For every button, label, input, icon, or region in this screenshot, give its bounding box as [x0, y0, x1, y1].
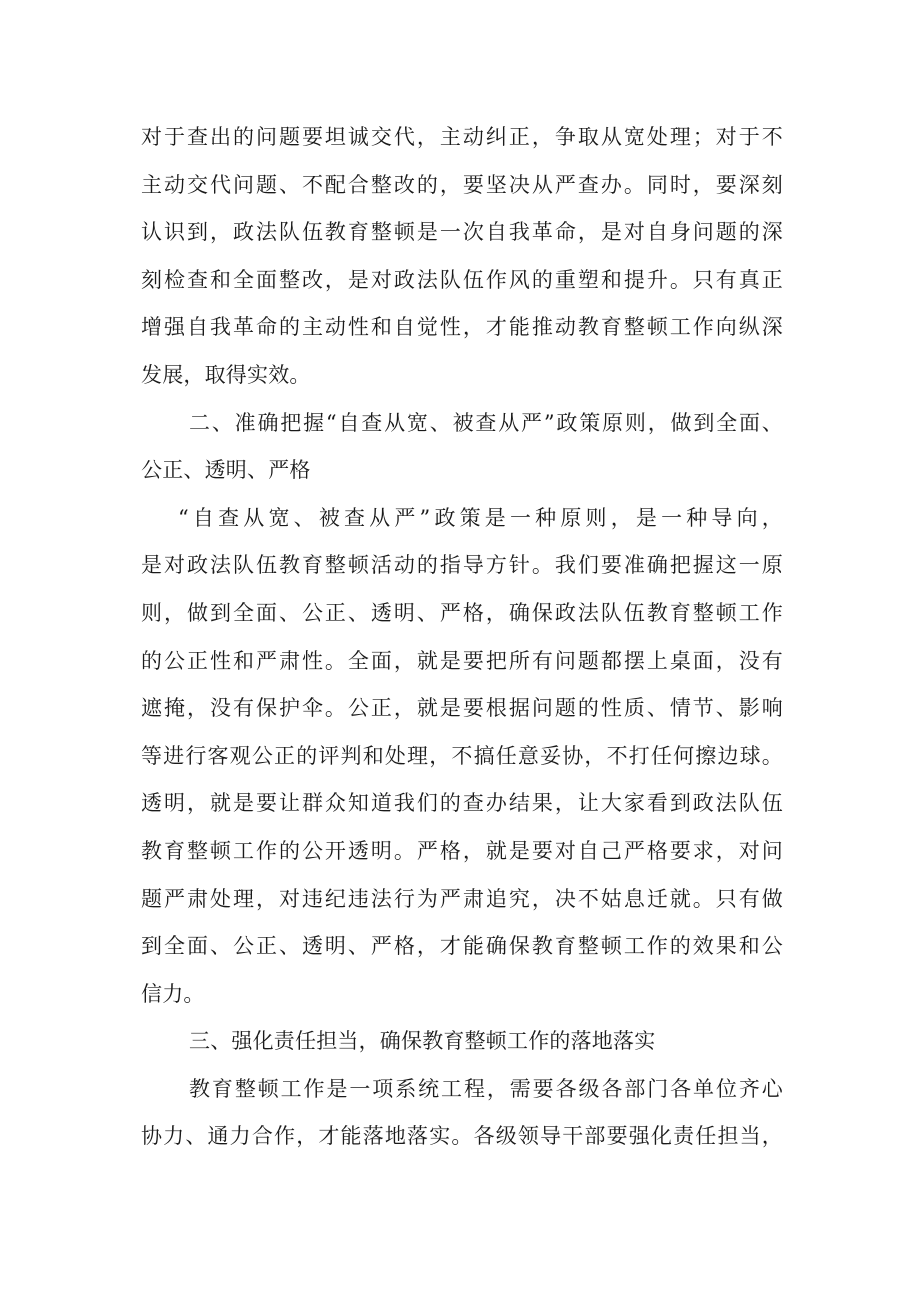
text-line: 对于查出的问题要坦诚交代，主动纠正，争取从宽处理；对于不	[141, 125, 783, 149]
text-line: 发展，取得实效。	[141, 362, 311, 387]
text-line: 透明，就是要让群众知道我们的查办结果，让大家看到政法队伍	[141, 791, 783, 816]
text-line: 刻检查和全面整改，是对政法队伍作风的重塑和提升。只有真正	[141, 267, 783, 292]
heading-line: 公正、透明、严格	[141, 458, 311, 483]
text-line: 教育整顿工作是一项系统工程，需要各级各部门各单位齐心	[189, 1076, 783, 1101]
paragraph-responsibility	[141, 1066, 783, 1161]
text-line: 教育整顿工作的公开透明。严格，就是要对自己严格要求，对问	[141, 838, 783, 863]
text-line: 等进行客观公正的评判和处理，不搞任意妥协，不打任何擦边球。	[141, 743, 783, 768]
text-line: 遮掩，没有保护伞。公正，就是要根据问题的性质、情节、影响	[141, 696, 783, 721]
paragraph-continuation	[141, 114, 783, 400]
text-line: 增强自我革命的主动性和自觉性，才能推动教育整顿工作向纵深	[141, 315, 783, 340]
paragraph-policy-principle	[141, 495, 783, 1019]
text-line: 是对政法队伍教育整顿活动的指导方针。我们要准确把握这一原	[141, 553, 783, 578]
section-heading-3	[141, 1018, 783, 1066]
section-heading-2	[141, 400, 783, 495]
heading-line: 三、强化责任担当，确保教育整顿工作的落地落实	[189, 1029, 656, 1054]
document-body	[141, 114, 783, 1161]
text-line: 则，做到全面、公正、透明、严格，确保政法队伍教育整顿工作	[141, 600, 783, 625]
text-line: 信力。	[141, 981, 205, 1006]
text-line: 主动交代问题、不配合整改的，要坚决从严查办。同时，要深刻	[141, 172, 783, 197]
heading-line: 二、准确把握“自查从宽、被查从严”政策原则，做到全面、	[189, 410, 783, 435]
text-line: 的公正性和严肃性。全面，就是要把所有问题都摆上桌面，没有	[141, 648, 783, 673]
text-line: 协力、通力合作，才能落地落实。各级领导干部要强化责任担当，	[141, 1124, 783, 1149]
text-line: 题严肃处理，对违纪违法行为严肃追究，决不姑息迁就。只有做	[141, 886, 783, 911]
text-line: 认识到，政法队伍教育整顿是一次自我革命，是对自身问题的深	[141, 220, 783, 245]
text-line: “自查从宽、被查从严”政策是一种原则，是一种导向，	[178, 505, 783, 530]
text-line: 到全面、公正、透明、严格，才能确保教育整顿工作的效果和公	[141, 934, 783, 959]
